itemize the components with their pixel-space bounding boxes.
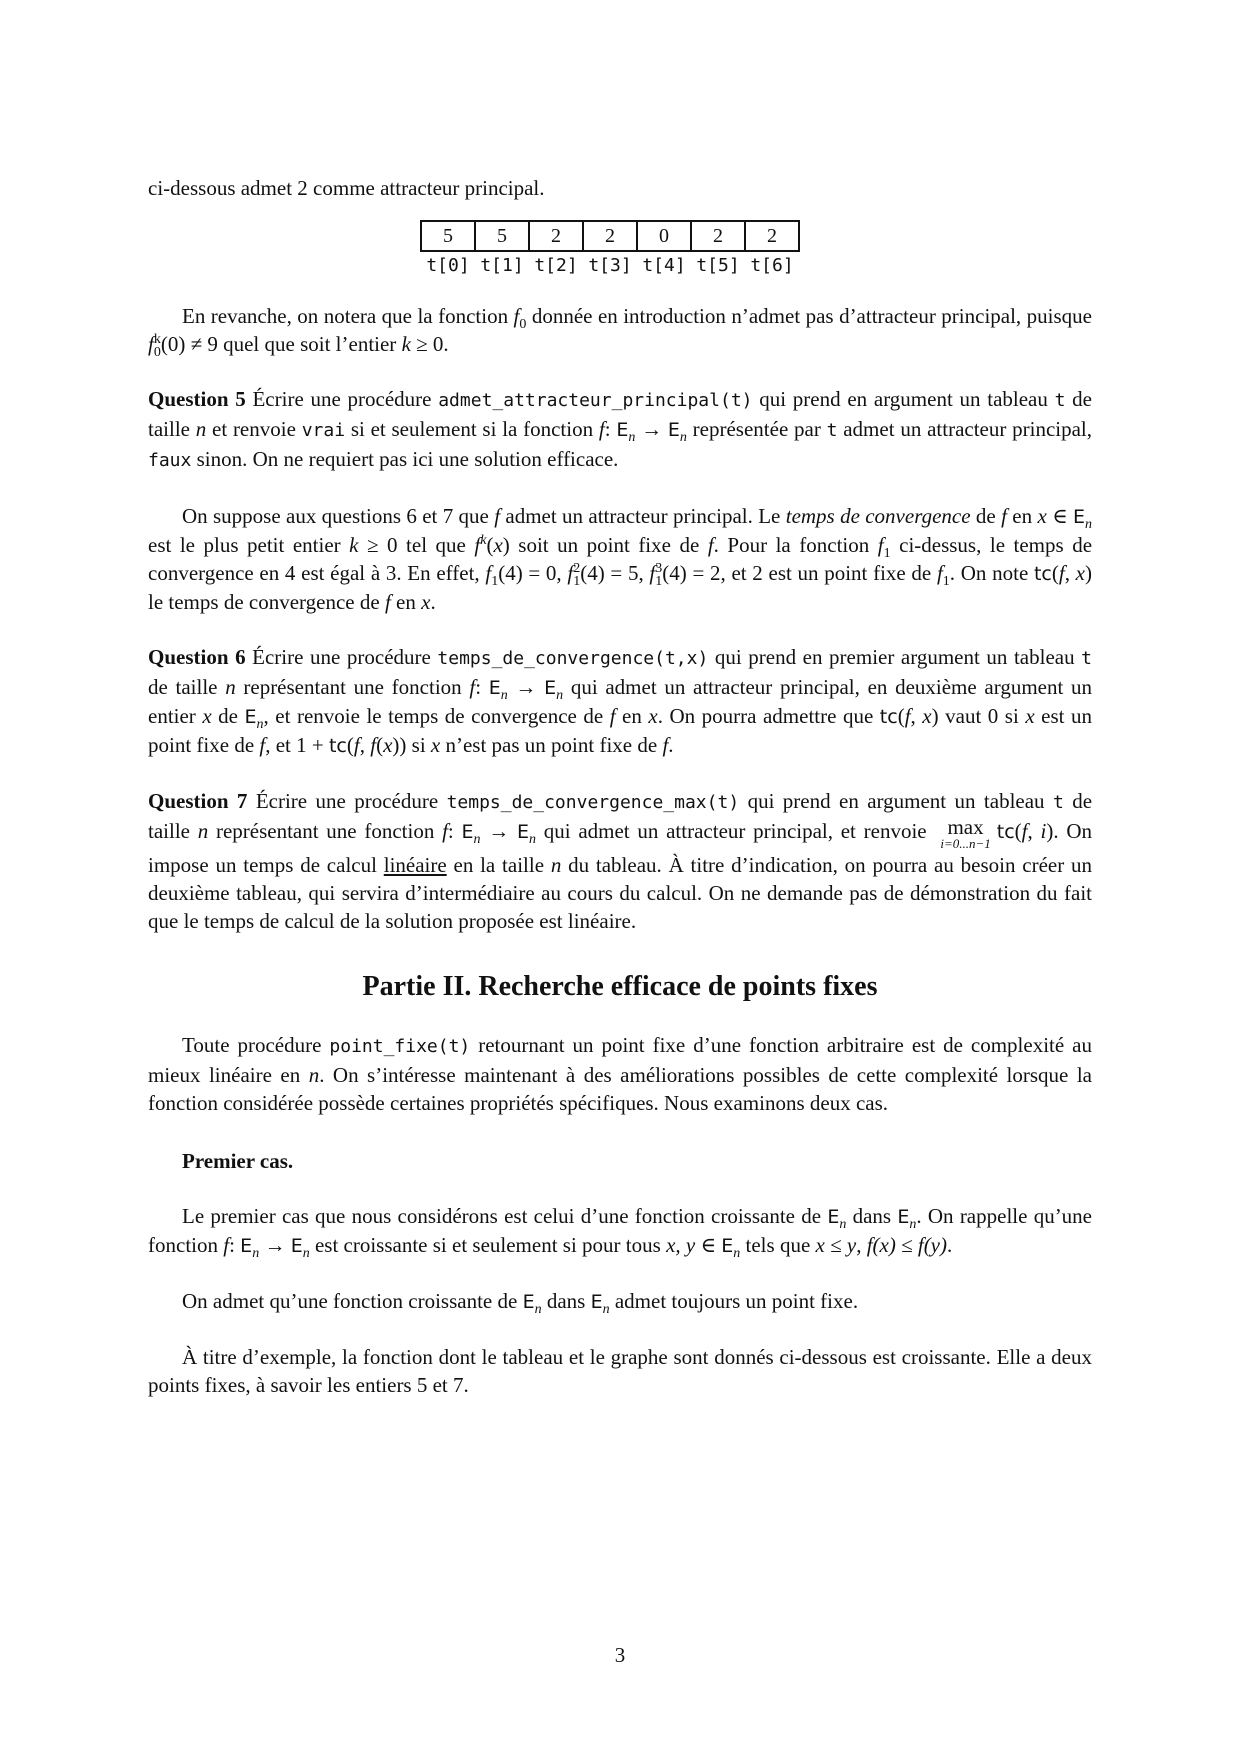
array-cell: 2 bbox=[529, 221, 583, 251]
array-index-label: t[3] bbox=[588, 255, 632, 276]
question-5: Question 5 Écrire une procédure admet_attracteur_principal(t) qui prend en argument un tableau t de taille n et renvoie vrai si et seulement si la fonction f: $E_n \to E_n$ représentée par t admet un attracteur principal, faux sinon. On ne requiert pas ici une solution efficace. bbox=[148, 387, 1093, 471]
question-6: Question 6 Écrire une procédure temps_de_convergence(t,x) qui prend en premier argument un tableau t de taille n représentant une fonction f: $E_n \to E_n$ qui admet un attracteur principal, en deuxième argument un entier x de $E_n$, et renvoie le temps de convergence de f en x. On pourra admettre que tc(f, x) vaut 0 si x est un point fixe de f, et 1 + tc(f, f(x)) si x n’est pas un point fixe de f. bbox=[148, 645, 1093, 757]
array-figure bbox=[420, 220, 1092, 280]
page-content bbox=[148, 174, 1092, 1399]
paragraph-temps-convergence: On suppose aux questions 6 et 7 que f admet un attracteur principal. Le temps de convergence de f en x ∈ $E_n$ est le plus petit entier k ≥ 0 tel que $f^k(x)$ soit un point fixe de f. Pour la fonction $f_1$ ci-dessus, le temps de convergence en 4 est égal à 3. En effet, $f_1(4) = 0$, $f^2_1(4) = 5$, $f^3_1(4) = 2$, et 2 est un point fixe de $f_1$. On note tc(f, x) le temps de convergence de f en x. bbox=[148, 504, 1093, 614]
page-number: 3 bbox=[614, 1643, 626, 1667]
array-index-label: t[0] bbox=[426, 255, 470, 276]
procedure-name: admet_attracteur_principal(t) bbox=[438, 390, 753, 411]
procedure-name: point_fixe(t) bbox=[329, 1036, 471, 1057]
array-cell: 5 bbox=[475, 221, 529, 251]
array-index-label: t[4] bbox=[642, 255, 686, 276]
array-cell: 2 bbox=[691, 221, 745, 251]
section-title: Partie II. Recherche efficace de points fixes bbox=[362, 971, 878, 1002]
array-cell: 0 bbox=[637, 221, 691, 251]
paragraph-admet-point-fixe: On admet qu’une fonction croissante de $E_n$ dans $E_n$ admet toujours un point fixe. bbox=[182, 1289, 859, 1318]
array-values-row bbox=[421, 221, 799, 251]
array-index-label: t[6] bbox=[750, 255, 794, 276]
array-index-label: t[5] bbox=[696, 255, 740, 276]
paragraph-croissante: Le premier cas que nous considérons est celui d’une fonction croissante de $E_n$ dans $E_n$. On rappelle qu’une fonction f: $E_n \to E_n$ est croissante si et seulement si pour tous x, y ∈ $E_n$ tels que x ≤ y, f(x) ≤ f(y). bbox=[148, 1204, 1093, 1262]
paragraph-point-fixe: Toute procédure point_fixe(t) retournant un point fixe d’une fonction arbitraire est de complexité au mieux linéaire en n. On s’intéresse maintenant à des améliorations possibles de cette complexité lorsque la fonction considérée possède certaines propriétés spécifiques. Nous examinons deux cas. bbox=[148, 1033, 1093, 1115]
paragraph-revanche: En revanche, on notera que la fonction $f_0$ donnée en introduction n’admet pas d’attracteur principal, puisque $f^k_0(0) \ne 9$ quel que soit l’entier k ≥ 0. bbox=[148, 304, 1092, 361]
array-cell: 2 bbox=[583, 221, 637, 251]
array-index-label: t[2] bbox=[534, 255, 578, 276]
question-label: Question 5 bbox=[148, 387, 246, 411]
max-operator: max i=0...n−1 bbox=[940, 815, 991, 851]
question-label: Question 6 bbox=[148, 645, 246, 669]
array-cell: 5 bbox=[421, 221, 475, 251]
array-index-label: t[1] bbox=[480, 255, 524, 276]
question-7: Question 7 Écrire une procédure temps_de_convergence_max(t) qui prend en argument un tableau t de taille n représentant une fonction f: $E_n \to E_n$ qui admet un attracteur principal, et renvoie max i=0...n−1 tc(f, i). On impose un temps de calcul linéaire en la taille n du tableau. À titre d’indication, on pourra au besoin créer un deuxième tableau, qui servira d’intermédiaire au cours du calcul. On ne demande pas de démonstration du fait que le temps de calcul de la solution proposée est linéaire. bbox=[148, 789, 1093, 933]
procedure-name: temps_de_convergence(t,x) bbox=[437, 648, 709, 669]
intro-line: ci-dessous admet 2 comme attracteur principal. bbox=[148, 176, 545, 200]
paragraph-exemple: À titre d’exemple, la fonction dont le tableau et le graphe sont donnés ci-dessous est croissante. Elle a deux points fixes, à savoir les entiers 5 et 7. bbox=[148, 1345, 1092, 1397]
array-labels-row bbox=[421, 251, 799, 280]
procedure-name: temps_de_convergence_max(t) bbox=[446, 792, 740, 813]
subsection-heading: Premier cas. bbox=[182, 1149, 294, 1173]
array-cell: 2 bbox=[745, 221, 799, 251]
array-table bbox=[420, 220, 800, 280]
question-label: Question 7 bbox=[148, 789, 248, 813]
